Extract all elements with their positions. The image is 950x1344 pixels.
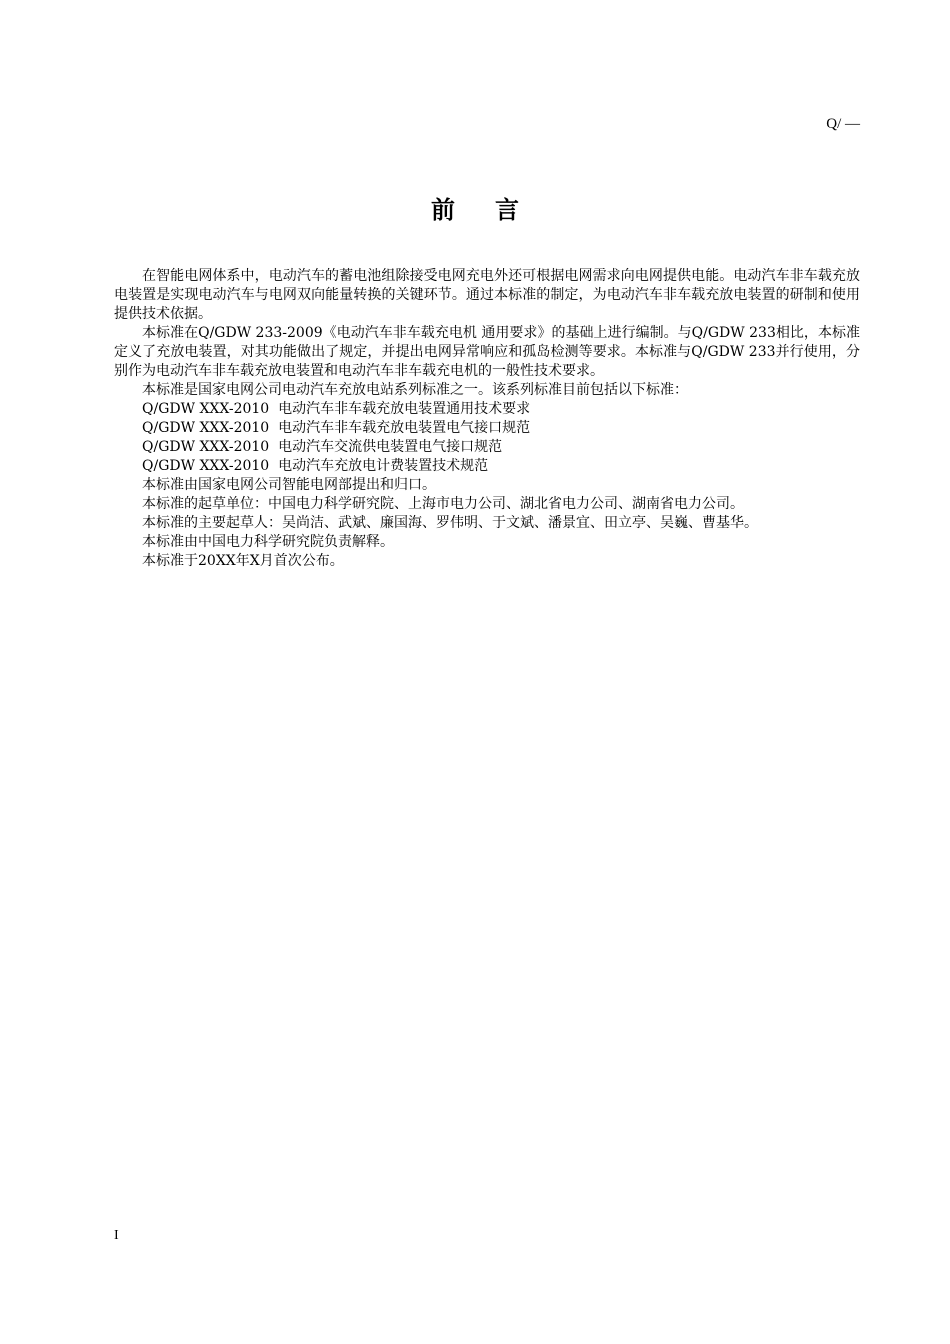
paragraph-proposer: 本标准由国家电网公司智能电网部提出和归口。 [142, 477, 436, 493]
foreword-body [114, 267, 860, 571]
series-standard-item: Q/GDW XXX-2010 电动汽车非车载充放电装置电气接口规范 [142, 420, 531, 436]
series-standard-item: Q/GDW XXX-2010 电动汽车交流供电装置电气接口规范 [142, 439, 503, 455]
document-code: Q/ — [826, 116, 860, 132]
paragraph-series: 本标准是国家电网公司电动汽车充放电站系列标准之一。该系列标准目前包括以下标准： [142, 382, 688, 398]
page-number: I [114, 1228, 119, 1243]
paragraph-basis: 本标准在Q/GDW 233-2009《电动汽车非车载充电机 通用要求》的基础上进行编制。与Q/GDW 233相比，本标准定义了充放电装置，对其功能做出了规定，并提出电网异常响应和孤岛检测等要求。本标准与Q/GDW 233并行使用，分别作为电动汽车非车载充放电装置和电动汽车非车载充电机的一般性技术要求。 [114, 325, 860, 379]
paragraph-publication: 本标准于20XX年X月首次公布。 [142, 553, 344, 569]
paragraph-drafters: 本标准的主要起草人：吴尚洁、武斌、廉国海、罗伟明、于文斌、潘景宜、田立亭、吴巍、曹基华。 [142, 515, 758, 531]
paragraph-drafting-units: 本标准的起草单位：中国电力科学研究院、上海市电力公司、湖北省电力公司、湖南省电力公司。 [142, 496, 744, 512]
series-standard-item: Q/GDW XXX-2010 电动汽车充放电计费装置技术规范 [142, 458, 489, 474]
series-standard-item: Q/GDW XXX-2010 电动汽车非车载充放电装置通用技术要求 [142, 401, 531, 417]
paragraph-interpretation: 本标准由中国电力科学研究院负责解释。 [142, 534, 394, 550]
page-title: 前言 [431, 196, 559, 224]
paragraph-intro: 在智能电网体系中，电动汽车的蓄电池组除接受电网充电外还可根据电网需求向电网提供电能。电动汽车非车载充放电装置是实现电动汽车与电网双向能量转换的关键环节。通过本标准的制定，为电动汽车非车载充放电装置的研制和使用提供技术依据。 [114, 268, 860, 322]
